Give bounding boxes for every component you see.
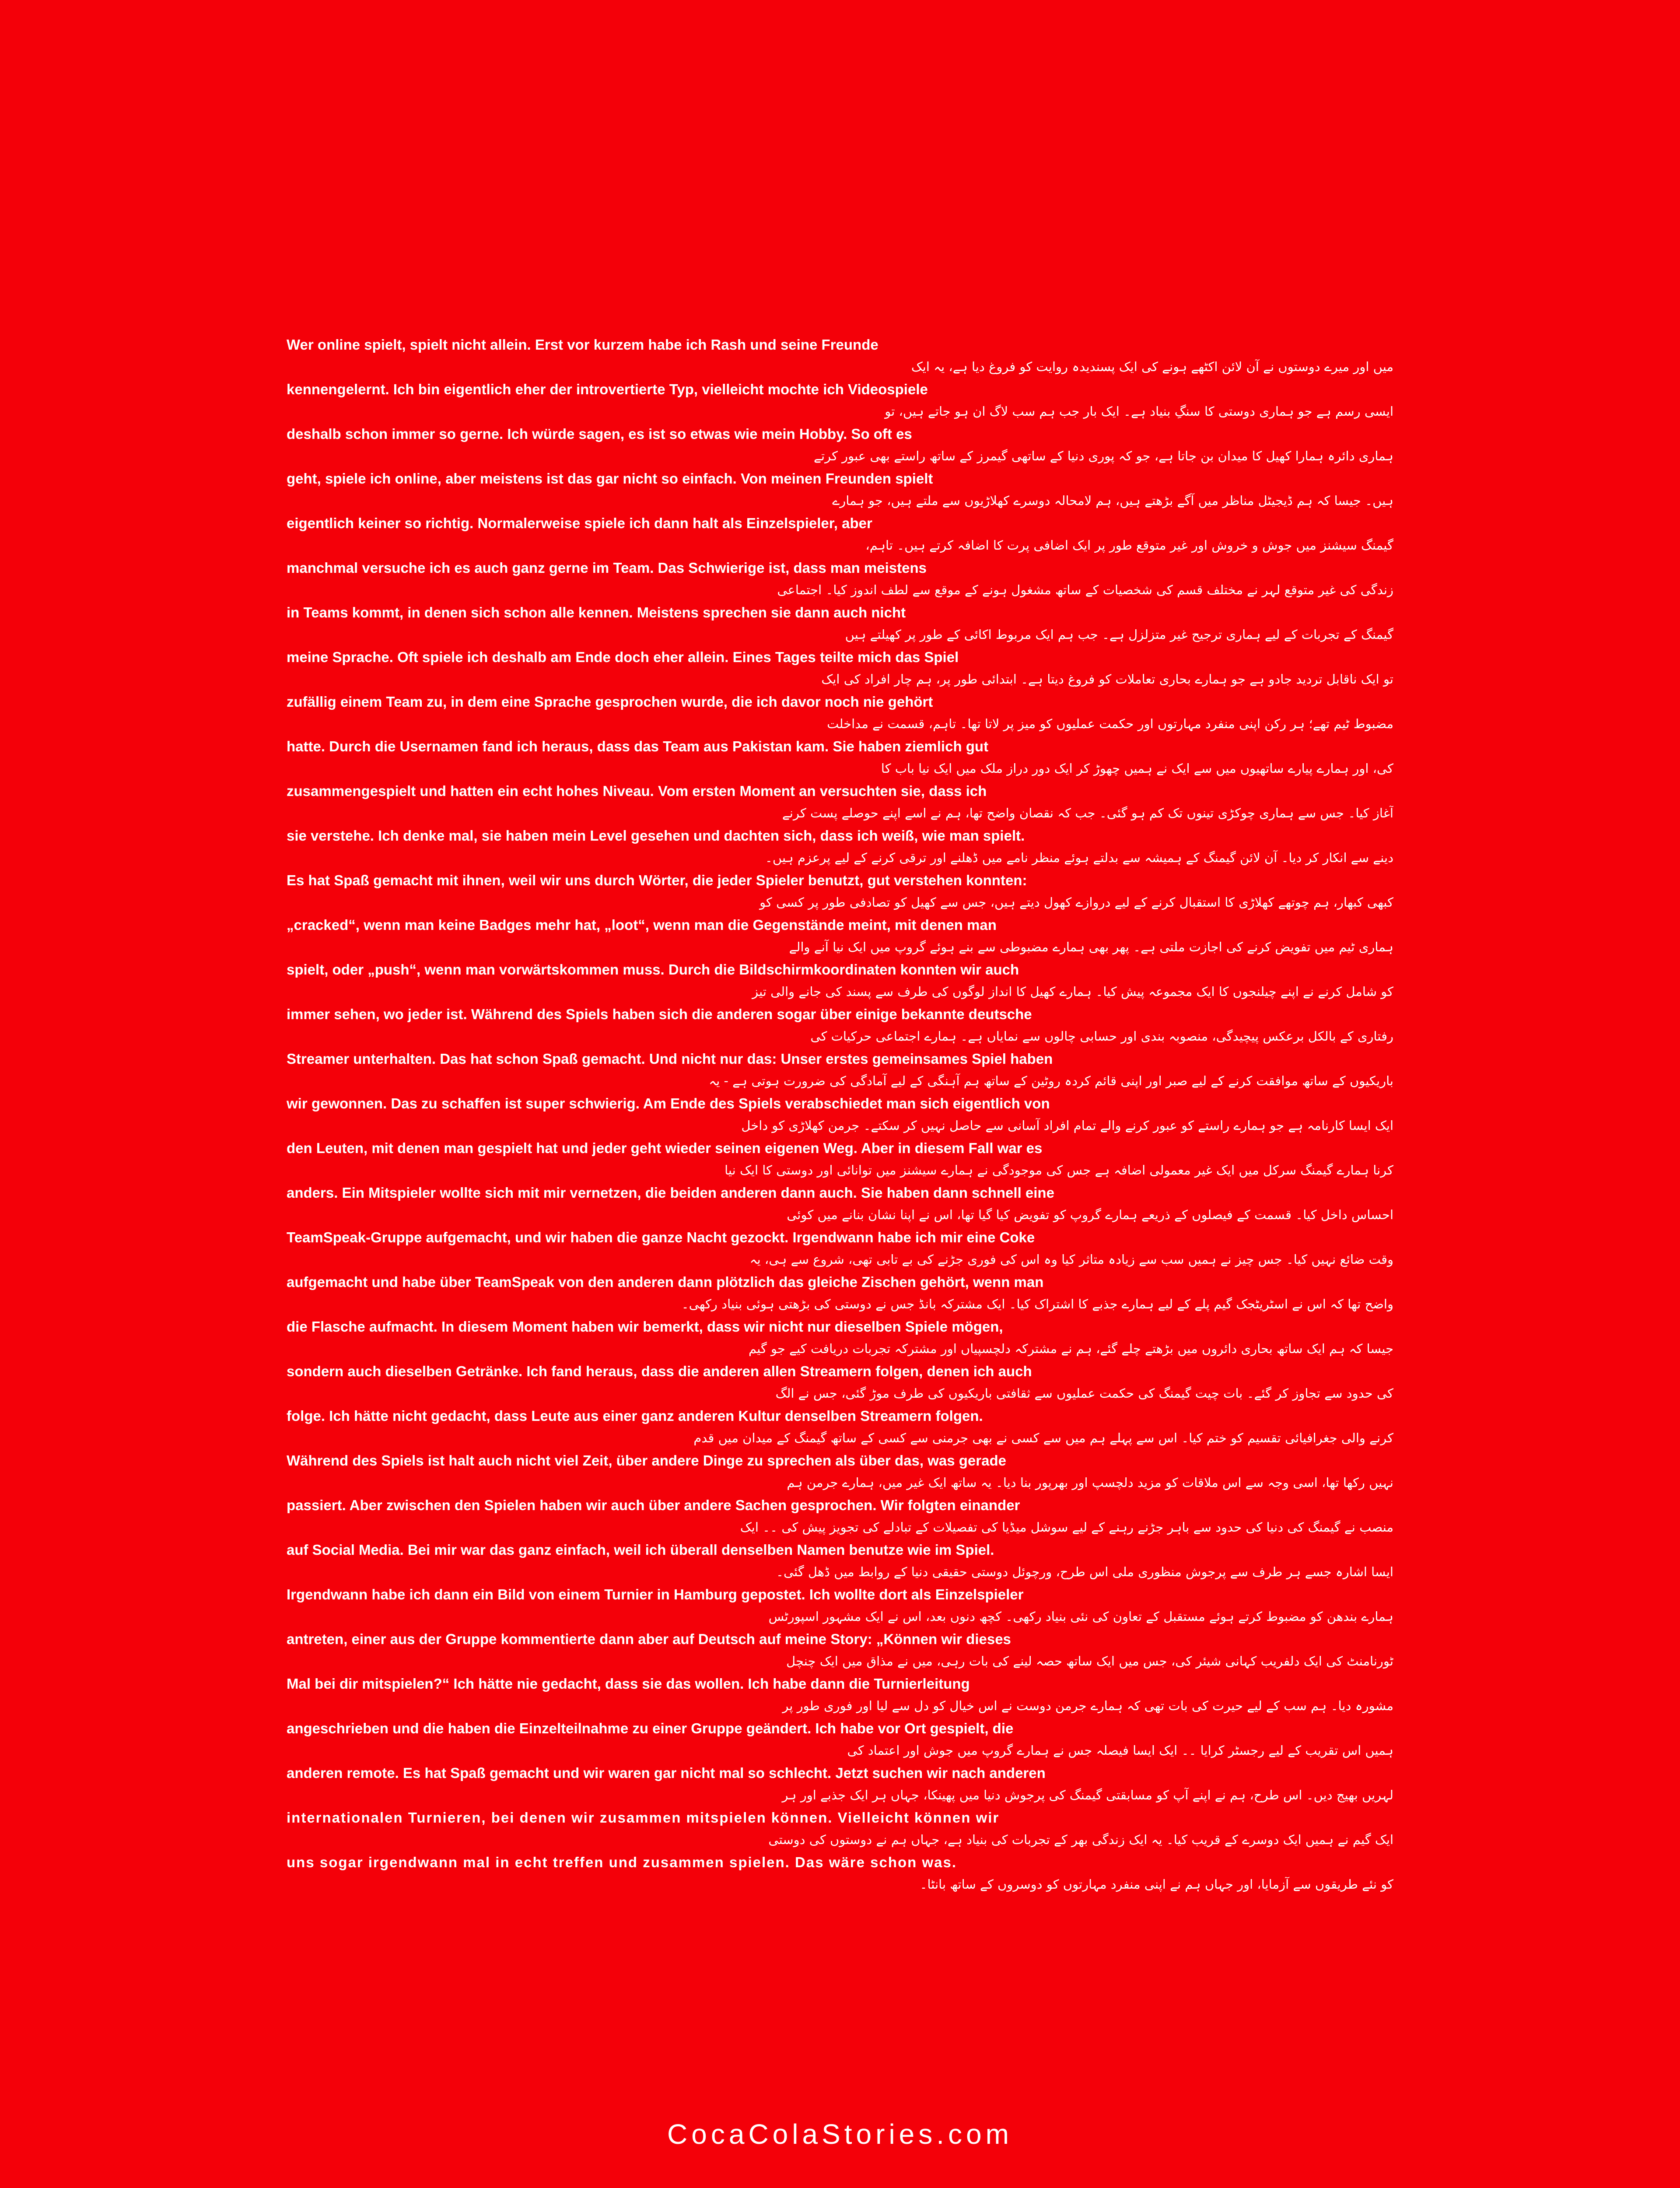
german-text-line: deshalb schon immer so gerne. Ich würde sagen, es ist so etwas wie mein Hobby. So oft es bbox=[287, 426, 912, 442]
german-text-line: anders. Ein Mitspieler wollte sich mit mir vernetzen, die beiden anderen dann auch. Sie haben dann schnell eine bbox=[287, 1185, 1054, 1201]
urdu-text-line: کی حدود سے تجاوز کر گئے۔ بات چیت گیمنگ کی حکمت عملیوں سے ثقافتی باریکیوں کی طرف موڑ گئی، جس نے الگ bbox=[775, 1386, 1393, 1401]
german-text-line: spielt, oder „push“, wenn man vorwärtskommen muss. Durch die Bildschirmkoordinaten konnten wir auch bbox=[287, 961, 1019, 978]
urdu-text-line: زندگی کی غیر متوقع لہر نے مختلف قسم کی شخصیات کے ساتھ مشغول ہونے کے موقع سے لطف اندوز کیا۔ اجتماعی bbox=[777, 582, 1393, 597]
german-text-line: TeamSpeak-Gruppe aufgemacht, und wir haben die ganze Nacht gezockt. Irgendwann habe ich mir eine Coke bbox=[287, 1229, 1035, 1245]
german-text-line: meine Sprache. Oft spiele ich deshalb am Ende doch eher allein. Eines Tages teilte mich das Spiel bbox=[287, 649, 959, 665]
urdu-text-line: مضبوط ٹیم تھے؛ ہر رکن اپنی منفرد مہارتوں اور حکمت عملیوں کو میز پر لاتا تھا۔ تاہم، قسمت نے مداخلت bbox=[827, 716, 1393, 731]
german-text-line: internationalen Turnieren, bei denen wir zusammen mitspielen können. Vielleicht können wir bbox=[287, 1809, 1000, 1826]
german-text-line: Irgendwann habe ich dann ein Bild von einem Turnier in Hamburg gepostet. Ich wollte dort als Einzelspieler bbox=[287, 1586, 1024, 1602]
urdu-text-line: کو نئے طریقوں سے آزمایا، اور جہاں ہم نے اپنی منفرد مہارتوں کو دوسروں کے ساتھ بانٹا۔ bbox=[920, 1877, 1393, 1892]
urdu-text-line: گیمنگ سیشنز میں جوش و خروش اور غیر متوقع طور پر ایک اضافی پرت کا اضافہ کرتے ہیں۔ تاہم، bbox=[865, 538, 1393, 553]
urdu-text-line: ہمیں اس تقریب کے لیے رجسٹر کرایا ۔۔ ایک ایسا فیصلہ جس نے ہمارے گروپ میں جوش اور اعتماد کی bbox=[847, 1743, 1393, 1758]
story-text-block bbox=[287, 333, 1393, 1896]
german-text-line: passiert. Aber zwischen den Spielen haben wir auch über andere Sachen gesprochen. Wir folgten einander bbox=[287, 1497, 1020, 1513]
urdu-text-line: مشورہ دیا۔ ہم سب کے لیے حیرت کی بات تھی کہ ہمارے جرمن دوست نے اس خیال کو دل سے لیا اور فوری طور پر bbox=[782, 1698, 1393, 1713]
german-text-line: zusammengespielt und hatten ein echt hohes Niveau. Vom ersten Moment an versuchten sie, dass ich bbox=[287, 783, 987, 799]
german-text-line: sondern auch dieselben Getränke. Ich fand heraus, dass die anderen allen Streamern folgen, denen ich auch bbox=[287, 1363, 1032, 1379]
german-text-line: aufgemacht und habe über TeamSpeak von den anderen dann plötzlich das gleiche Zischen gehört, wenn man bbox=[287, 1274, 1044, 1290]
urdu-text-line: ایک گیم نے ہمیں ایک دوسرے کے قریب کیا۔ یہ ایک زندگی بھر کے تجربات کی بنیاد ہے، جہاں ہم نے دوستوں کی دوستی bbox=[768, 1832, 1393, 1847]
urdu-text-line: ایک ایسا کارنامہ ہے جو ہمارے راستے کو عبور کرنے والے تمام افراد آسانی سے حاصل نہیں کر سکتے۔ جرمن کھلاڑی کو داخل bbox=[741, 1118, 1393, 1133]
german-text-line: Mal bei dir mitspielen?“ Ich hätte nie gedacht, dass sie das wollen. Ich habe dann die Turnierleitung bbox=[287, 1676, 970, 1692]
german-text-line: wir gewonnen. Das zu schaffen ist super schwierig. Am Ende des Spiels verabschiedet man sich eigentlich von bbox=[287, 1095, 1050, 1112]
urdu-text-line: رفتاری کے بالکل برعکس پیچیدگی، منصوبہ بندی اور حسابی چالوں سے نمایاں ہے۔ ہمارے اجتماعی حرکیات کی bbox=[810, 1029, 1393, 1044]
urdu-text-line: میں اور میرے دوستوں نے آن لائن اکٹھے ہونے کی ایک پسندیدہ روایت کو فروغ دیا ہے، یہ ایک bbox=[911, 359, 1393, 374]
urdu-text-line: ٹورنامنٹ کی ایک دلفریب کہانی شیئر کی، جس میں ایک ساتھ حصہ لینے کی بات رہی، میں نے مذاق میں ایک چنچل bbox=[786, 1654, 1393, 1669]
urdu-text-line: کرنا ہمارے گیمنگ سرکل میں ایک غیر معمولی اضافہ ہے جس کی موجودگی نے ہمارے سیشنز میں توانائی اور دوستی کا ایک نیا bbox=[724, 1163, 1393, 1178]
urdu-text-line: واضح تھا کہ اس نے اسٹریٹجک گیم پلے کے لیے ہمارے جذبے کا اشتراک کیا۔ ایک مشترکہ بانڈ جس نے دوستی کی بڑھتی ہوئی بنیاد رکھی۔ bbox=[681, 1297, 1393, 1311]
urdu-text-line: نہیں رکھا تھا، اسی وجہ سے اس ملاقات کو مزید دلچسپ اور بھرپور بنا دیا۔ یہ ساتھ ایک غیر میں، ہمارے جرمن ہم bbox=[787, 1475, 1393, 1490]
urdu-text-line: تو ایک ناقابل تردید جادو ہے جو ہمارے بحاری تعاملات کو فروغ دیتا ہے۔ ابتدائی طور پر، ہم چار افراد کی ایک bbox=[821, 672, 1393, 687]
german-text-line: manchmal versuche ich es auch ganz gerne im Team. Das Schwierige ist, dass man meistens bbox=[287, 560, 927, 576]
german-text-line: folge. Ich hätte nicht gedacht, dass Leute aus einer ganz anderen Kultur denselben Streamern folgen. bbox=[287, 1408, 983, 1424]
urdu-text-line: دینے سے انکار کر دیا۔ آن لائن گیمنگ کے ہمیشہ سے بدلتے ہوئے منظر نامے میں ڈھلنے اور ترقی کرنے کے لیے پرعزم ہیں۔ bbox=[765, 850, 1393, 865]
german-text-line: sie verstehe. Ich denke mal, sie haben mein Level gesehen und dachten sich, dass ich weiß, wie man spielt. bbox=[287, 828, 1025, 844]
urdu-text-line: کرنے والی جغرافیائی تقسیم کو ختم کیا۔ اس سے پہلے ہم میں سے کسی نے بھی جرمنی سے کسی کے ساتھ گیمنگ کے میدان میں قدم bbox=[693, 1431, 1393, 1445]
urdu-text-line: گیمنگ کے تجربات کے لیے ہماری ترجیح غیر متزلزل ہے۔ جب ہم ایک مربوط اکائی کے طور پر کھیلتے ہیں bbox=[845, 627, 1393, 642]
urdu-text-line: باریکیوں کے ساتھ موافقت کرنے کے لیے صبر اور اپنی قائم کردہ روٹین کے ساتھ ہم آہنگی کے لیے آمادگی کی ضرورت ہوتی ہے - یہ bbox=[709, 1073, 1393, 1088]
urdu-text-line: ہماری دائرہ ہمارا کھیل کا میدان بن جاتا ہے، جو کہ پوری دنیا کے ساتھی گیمرز کے ساتھ راستے بھی عبور کرتے bbox=[814, 449, 1393, 463]
german-text-line: in Teams kommt, in denen sich schon alle kennen. Meistens sprechen sie dann auch nicht bbox=[287, 604, 906, 621]
german-text-line: eigentlich keiner so richtig. Normalerweise spiele ich dann halt als Einzelspieler, aber bbox=[287, 515, 872, 531]
urdu-text-line: ہیں۔ جیسا کہ ہم ڈیجیٹل مناظر میں آگے بڑھتے ہیں، ہم لامحالہ دوسرے کھلاڑیوں سے ملتے ہیں، جو ہمارے bbox=[832, 493, 1393, 508]
german-text-line: Es hat Spaß gemacht mit ihnen, weil wir uns durch Wörter, die jeder Spieler benutzt, gut verstehen konnten: bbox=[287, 872, 1027, 888]
urdu-text-line: احساس داخل کیا۔ قسمت کے فیصلوں کے ذریعے ہمارے گروپ کو تفویض کیا گیا تھا، اس نے اپنا نشان بنانے میں کوئی bbox=[787, 1207, 1393, 1222]
german-text-line: „cracked“, wenn man keine Badges mehr hat, „loot“, wenn man die Gegenstände meint, mit denen man bbox=[287, 917, 997, 933]
german-text-line: den Leuten, mit denen man gespielt hat und jeder geht wieder seinen eigenen Weg. Aber in diesem Fall war es bbox=[287, 1140, 1043, 1156]
german-text-line: uns sogar irgendwann mal in echt treffen und zusammen spielen. Das wäre schon was. bbox=[287, 1854, 957, 1870]
german-text-line: geht, spiele ich online, aber meistens ist das gar nicht so einfach. Von meinen Freunden spielt bbox=[287, 470, 933, 487]
german-text-line: hatte. Durch die Usernamen fand ich heraus, dass das Team aus Pakistan kam. Sie haben ziemlich gut bbox=[287, 738, 989, 754]
urdu-text-line: ہمارے بندھن کو مضبوط کرتے ہوئے مستقبل کے تعاون کی نئی بنیاد رکھی۔ کچھ دنوں بعد، اس نے ایک مشہور اسپورٹس bbox=[768, 1609, 1393, 1624]
urdu-text-line: کبھی کبھار، ہم چوتھے کھلاڑی کا استقبال کرنے کے لیے دروازے کھول دیتے ہیں، جس سے کھیل کو تصادفی طور پر کسی کو bbox=[760, 895, 1393, 910]
urdu-text-line: کی، اور ہمارے پیارے ساتھیوں میں سے ایک نے ہمیں چھوڑ کر ایک دور دراز ملک میں ایک نیا باب کا bbox=[881, 761, 1393, 776]
german-text-line: angeschrieben und die haben die Einzelteilnahme zu einer Gruppe geändert. Ich habe vor Ort gespielt, die bbox=[287, 1720, 1014, 1736]
german-text-line: zufällig einem Team zu, in dem eine Sprache gesprochen wurde, die ich davor noch nie gehört bbox=[287, 694, 933, 710]
urdu-text-line: ایسی رسم ہے جو ہماری دوستی کا سنگِ بنیاد ہے۔ ایک بار جب ہم سب لاگ ان ہو جاتے ہیں، تو bbox=[885, 404, 1393, 419]
urdu-text-line: منصب نے گیمنگ کی دنیا کی حدود سے باہر جڑنے رہنے کے لیے سوشل میڈیا کی تفصیلات کے تبادلے کی تجویز پیش کی ۔۔ ایک bbox=[740, 1520, 1393, 1535]
urdu-text-line: ایسا اشارہ جسے ہر طرف سے پرجوش منظوری ملی اس طرح، ورچوئل دوستی حقیقی دنیا کے روابط میں ڈھل گئی۔ bbox=[776, 1564, 1393, 1579]
urdu-text-line: کو شامل کرنے نے اپنے چیلنجوں کا ایک مجموعہ پیش کیا۔ ہمارے کھیل کا انداز لوگوں کی طرف سے پسند کی جانے والی تیز bbox=[752, 984, 1393, 999]
urdu-text-line: لہریں بھیج دیں۔ اس طرح، ہم نے اپنے آپ کو مسابقتی گیمنگ کی پرجوش دنیا میں پھینکا، جہاں ہر ایک جذبے اور ہر bbox=[782, 1788, 1393, 1802]
german-text-line: Streamer unterhalten. Das hat schon Spaß gemacht. Und nicht nur das: Unser erstes gemeinsames Spiel haben bbox=[287, 1051, 1053, 1067]
urdu-text-line: آغاز کیا۔ جس سے ہماری چوکڑی تینوں تک کم ہو گئی۔ جب کہ نقصان واضح تھا، ہم نے اسے اپنے حوصلے پست کرنے bbox=[782, 806, 1393, 820]
urdu-text-line: وقت ضائع نہیں کیا۔ جس چیز نے ہمیں سب سے زیادہ متاثر کیا وہ اس کی فوری جڑنے کی بے تابی تھی، شروع سے ہی، یہ bbox=[749, 1252, 1393, 1267]
urdu-text-line: ہماری ٹیم میں تفویض کرنے کی اجازت ملتی ہے۔ پھر بھی ہمارے مضبوطی سے بنے ہوئے گروپ میں ایک نیا آنے والے bbox=[789, 940, 1393, 954]
german-text-line: kennengelernt. Ich bin eigentlich eher der introvertierte Typ, vielleicht mochte ich Videospiele bbox=[287, 381, 928, 397]
footer-brand-link[interactable]: CocaColaStories.com bbox=[667, 2118, 1013, 2150]
german-text-line: immer sehen, wo jeder ist. Während des Spiels haben sich die anderen sogar über einige bekannte deutsche bbox=[287, 1006, 1032, 1022]
german-text-line: auf Social Media. Bei mir war das ganz einfach, weil ich überall denselben Namen benutze wie im Spiel. bbox=[287, 1542, 994, 1558]
german-text-line: Wer online spielt, spielt nicht allein. Erst vor kurzem habe ich Rash und seine Freunde bbox=[287, 337, 878, 353]
urdu-text-line: جیسا کہ ہم ایک ساتھ بحاری دائروں میں بڑھتے چلے گئے، ہم نے مشترکہ دلچسپیاں اور مشترکہ تجربات دریافت کیے جو گیم bbox=[748, 1341, 1393, 1356]
german-text-line: anderen remote. Es hat Spaß gemacht und wir waren gar nicht mal so schlecht. Jetzt suchen wir nach anderen bbox=[287, 1765, 1046, 1781]
german-text-line: antreten, einer aus der Gruppe kommentierte dann aber auf Deutsch auf meine Story: „Können wir dieses bbox=[287, 1631, 1011, 1647]
german-text-line: Während des Spiels ist halt auch nicht viel Zeit, über andere Dinge zu sprechen als über das, was gerade bbox=[287, 1452, 1006, 1469]
german-text-line: die Flasche aufmacht. In diesem Moment haben wir bemerkt, dass wir nicht nur dieselben Spiele mögen, bbox=[287, 1318, 1003, 1335]
